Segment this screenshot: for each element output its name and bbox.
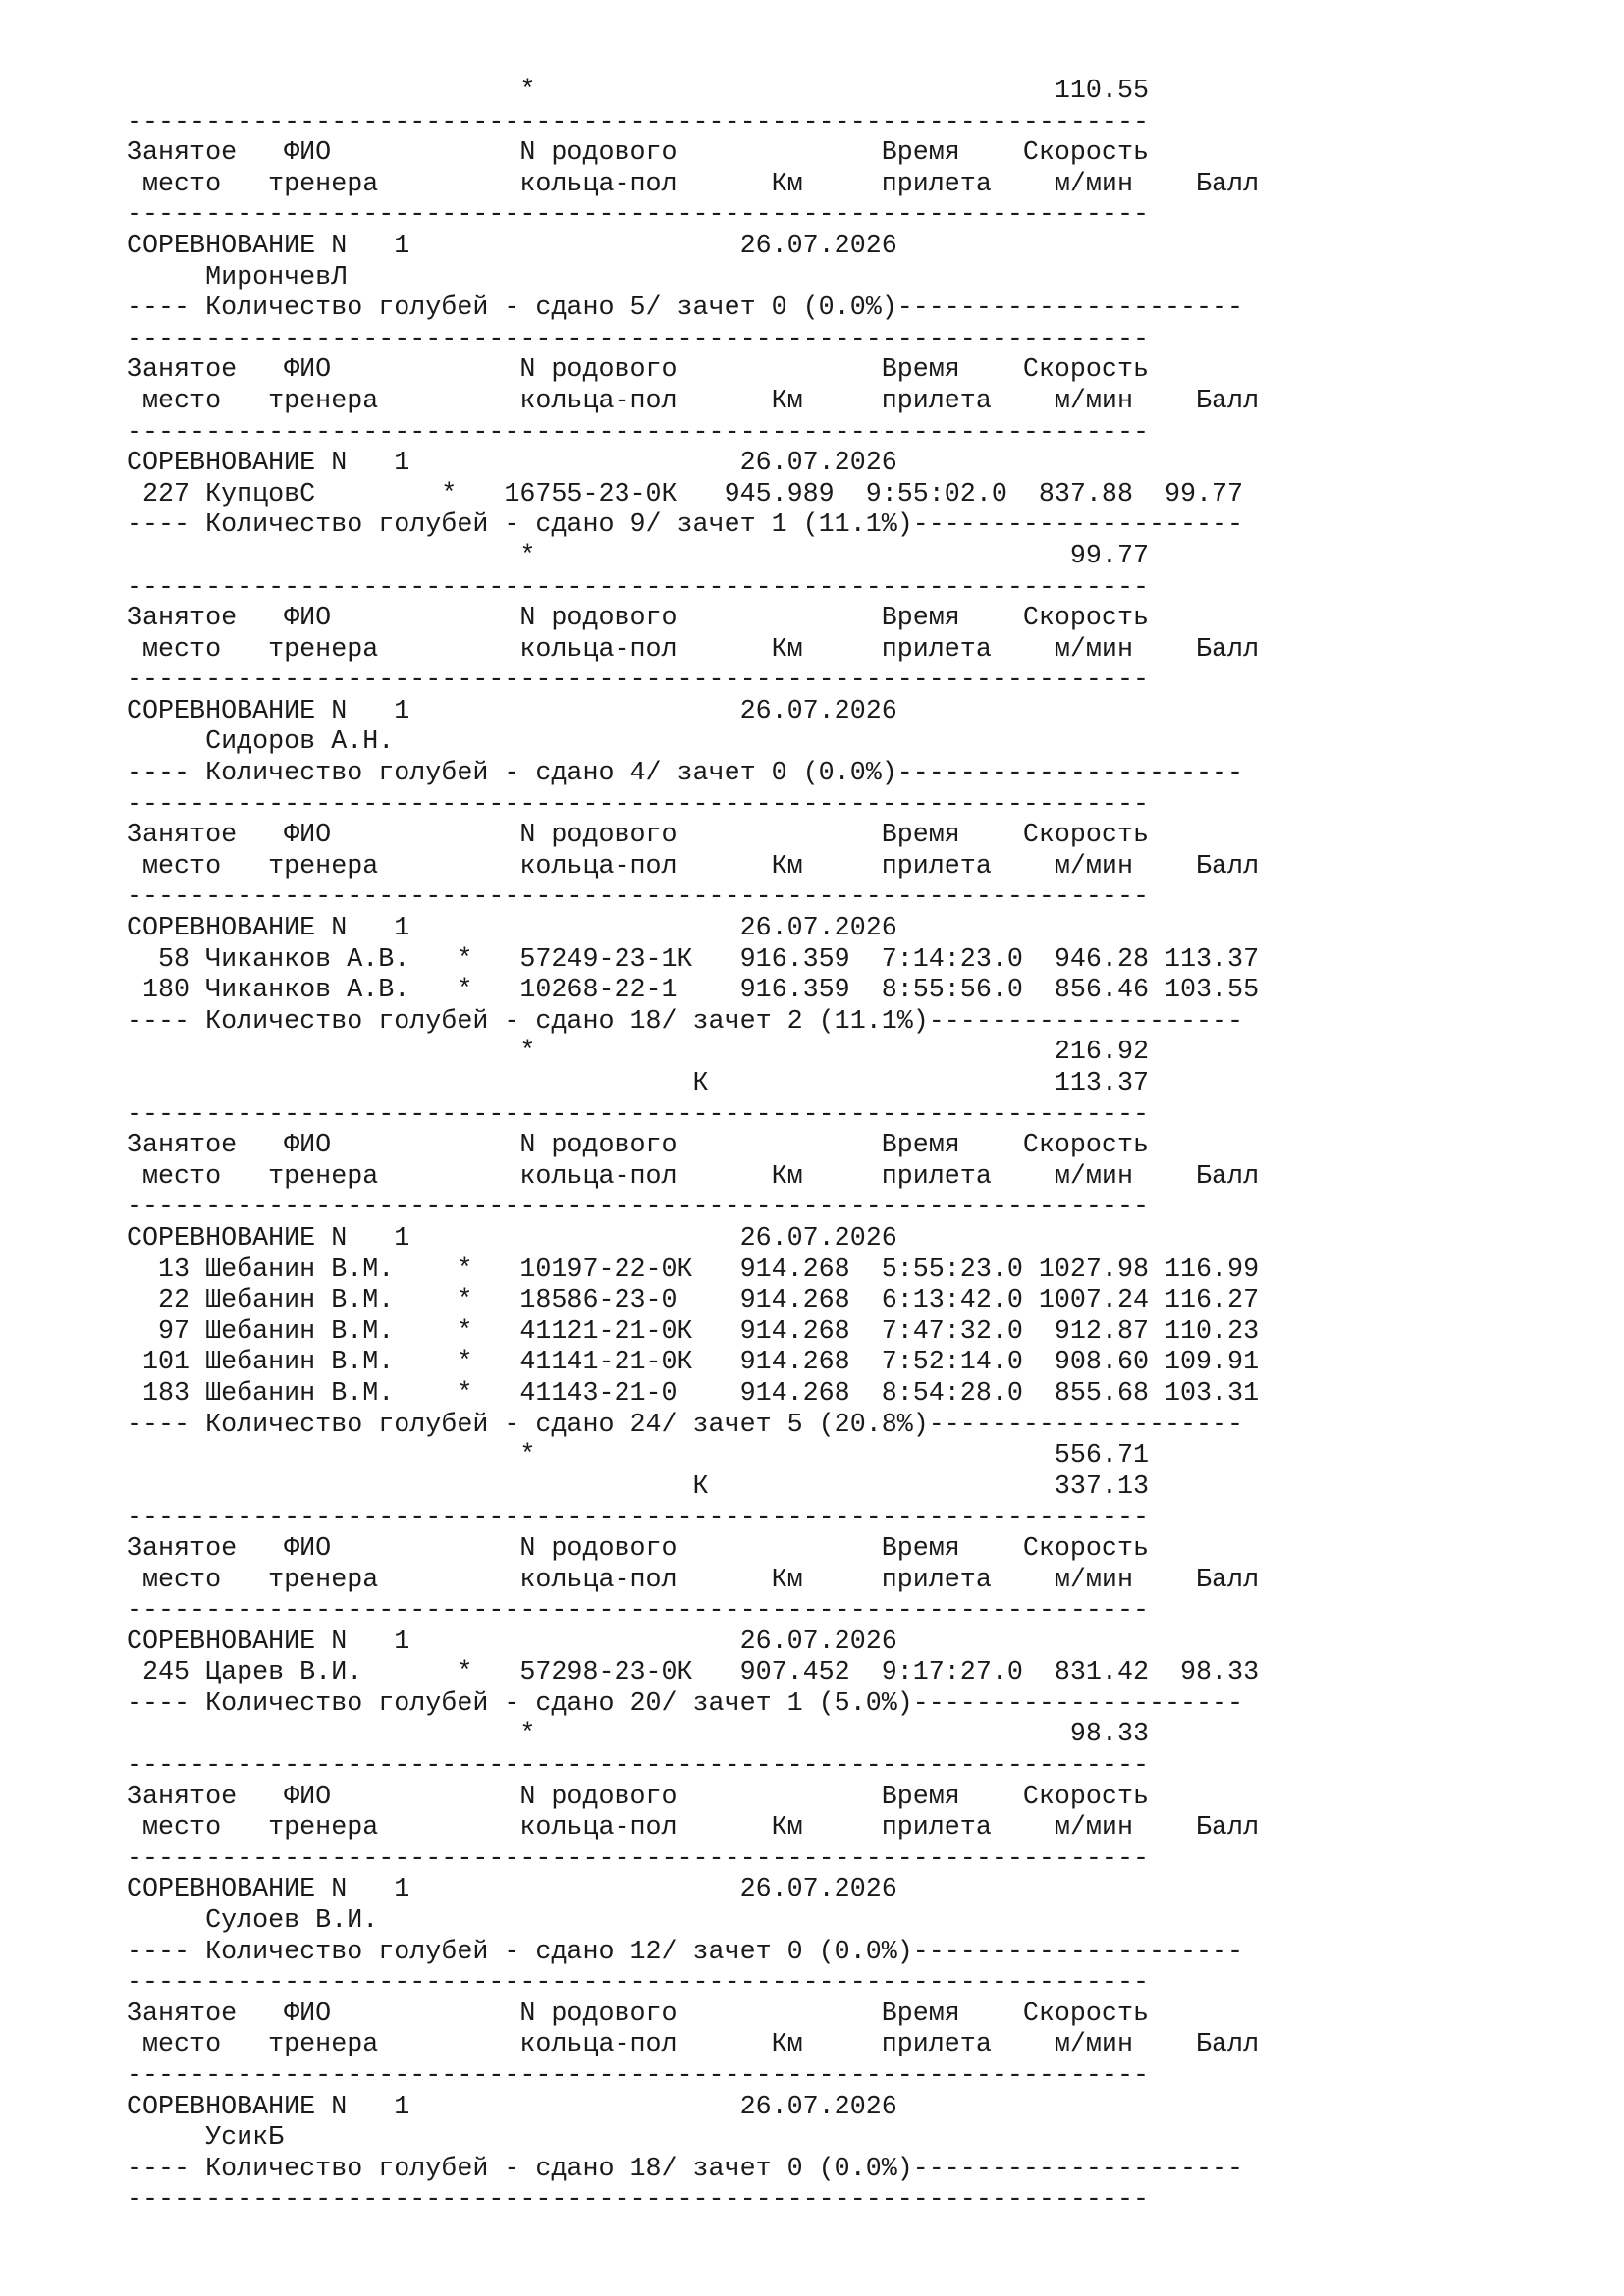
separator-line: ----------------------------------------------------------------- — [127, 324, 1149, 354]
result-row: 13 Шебанин В.М. * 10197-22-0К 914.268 5:55:23.0 1027.98 116.99 — [127, 1255, 1260, 1285]
column-header-bottom: место тренера кольца-пол Км прилета м/мин Балл — [127, 634, 1260, 665]
separator-line: ----------------------------------------------------------------- — [127, 200, 1149, 231]
column-header-top: Занятое ФИО N родового Время Скорость — [127, 1533, 1149, 1564]
result-row: 58 Чиканков А.В. * 57249-23-1К 916.359 7:14:23.0 946.28 113.37 — [127, 944, 1260, 975]
separator-line: ----------------------------------------------------------------- — [127, 789, 1149, 820]
column-header-bottom: место тренера кольца-пол Км прилета м/мин Балл — [127, 1161, 1260, 1192]
result-row: 180 Чиканков А.В. * 10268-22-1 916.359 8:55:56.0 856.46 103.55 — [127, 976, 1260, 1006]
competition-header: СОРЕВНОВАНИЕ N 1 26.07.2026 — [127, 1627, 897, 1657]
pigeon-count-summary: ---- Количество голубей - сдано 9/ зачет 1 (11.1%)--------------------- — [127, 510, 1244, 541]
separator-line: ----------------------------------------------------------------- — [127, 1968, 1149, 1999]
points-total: * 110.55 — [127, 77, 1149, 106]
pigeon-count-summary: ---- Количество голубей - сдано 18/ зачет 0 (0.0%)--------------------- — [127, 2154, 1244, 2184]
separator-line: ----------------------------------------------------------------- — [127, 1503, 1149, 1533]
points-total: * 99.77 — [127, 541, 1149, 571]
pigeon-count-summary: ---- Количество голубей - сдано 24/ зачет 5 (20.8%)-------------------- — [127, 1410, 1244, 1440]
result-row: 22 Шебанин В.М. * 18586-23-0 914.268 6:13:42.0 1007.24 116.27 — [127, 1286, 1260, 1316]
column-header-top: Занятое ФИО N родового Время Скорость — [127, 1131, 1149, 1161]
points-total: К 113.37 — [127, 1069, 1149, 1098]
separator-line: ----------------------------------------------------------------- — [127, 417, 1149, 448]
column-header-top: Занятое ФИО N родового Время Скорость — [127, 355, 1149, 386]
points-total: * 556.71 — [127, 1441, 1149, 1471]
separator-line: ----------------------------------------------------------------- — [127, 1751, 1149, 1782]
column-header-top: Занятое ФИО N родового Время Скорость — [127, 138, 1149, 169]
participant-name: Сулоев В.И. — [127, 1906, 379, 1937]
competition-header: СОРЕВНОВАНИЕ N 1 26.07.2026 — [127, 231, 897, 261]
report-printout — [127, 77, 1259, 2216]
separator-line: ----------------------------------------------------------------- — [127, 572, 1149, 603]
result-row: 97 Шебанин В.М. * 41121-21-0К 914.268 7:47:32.0 912.87 110.23 — [127, 1316, 1260, 1347]
separator-line: ----------------------------------------------------------------- — [127, 1099, 1149, 1130]
points-total: * 98.33 — [127, 1720, 1149, 1750]
column-header-bottom: место тренера кольца-пол Км прилета м/мин Балл — [127, 2030, 1260, 2060]
participant-name: МирончевЛ — [127, 262, 348, 293]
column-header-top: Занятое ФИО N родового Время Скорость — [127, 604, 1149, 634]
column-header-bottom: место тренера кольца-пол Км прилета м/мин Балл — [127, 386, 1260, 416]
separator-line: ----------------------------------------------------------------- — [127, 1843, 1149, 1874]
column-header-bottom: место тренера кольца-пол Км прилета м/мин Балл — [127, 169, 1260, 199]
pigeon-count-summary: ---- Количество голубей - сдано 20/ зачет 1 (5.0%)--------------------- — [127, 1688, 1244, 1719]
separator-line: ----------------------------------------------------------------- — [127, 2061, 1149, 2091]
column-header-top: Занятое ФИО N родового Время Скорость — [127, 1999, 1149, 2029]
pigeon-count-summary: ---- Количество голубей - сдано 12/ зачет 0 (0.0%)--------------------- — [127, 1937, 1244, 1967]
separator-line: ----------------------------------------------------------------- — [127, 882, 1149, 913]
competition-header: СОРЕВНОВАНИЕ N 1 26.07.2026 — [127, 696, 897, 726]
result-row: 245 Царев В.И. * 57298-23-0К 907.452 9:17:27.0 831.42 98.33 — [127, 1658, 1260, 1688]
separator-line: ----------------------------------------------------------------- — [127, 1596, 1149, 1627]
column-header-top: Занятое ФИО N родового Время Скорость — [127, 821, 1149, 851]
competition-header: СОРЕВНОВАНИЕ N 1 26.07.2026 — [127, 914, 897, 944]
competition-header: СОРЕВНОВАНИЕ N 1 26.07.2026 — [127, 2092, 897, 2122]
result-row: 101 Шебанин В.М. * 41141-21-0К 914.268 7:52:14.0 908.60 109.91 — [127, 1348, 1260, 1378]
column-header-bottom: место тренера кольца-пол Км прилета м/мин Балл — [127, 851, 1260, 881]
competition-header: СОРЕВНОВАНИЕ N 1 26.07.2026 — [127, 449, 897, 479]
separator-line: ----------------------------------------------------------------- — [127, 107, 1149, 137]
points-total: * 216.92 — [127, 1038, 1149, 1068]
separator-line: ----------------------------------------------------------------- — [127, 2185, 1149, 2216]
column-header-bottom: место тренера кольца-пол Км прилета м/мин Балл — [127, 1565, 1260, 1595]
result-row: 183 Шебанин В.М. * 41143-21-0 914.268 8:54:28.0 855.68 103.31 — [127, 1378, 1260, 1409]
participant-name: Сидоров А.Н. — [127, 727, 395, 758]
column-header-top: Занятое ФИО N родового Время Скорость — [127, 1782, 1149, 1812]
result-row: 227 КупцовС * 16755-23-0К 945.989 9:55:02.0 837.88 99.77 — [127, 479, 1244, 509]
points-total: К 337.13 — [127, 1471, 1149, 1502]
competition-header: СОРЕВНОВАНИЕ N 1 26.07.2026 — [127, 1875, 897, 1905]
separator-line: ----------------------------------------------------------------- — [127, 666, 1149, 696]
pigeon-count-summary: ---- Количество голубей - сдано 18/ зачет 2 (11.1%)-------------------- — [127, 1006, 1244, 1037]
column-header-bottom: место тренера кольца-пол Км прилета м/мин Балл — [127, 1813, 1260, 1843]
competition-header: СОРЕВНОВАНИЕ N 1 26.07.2026 — [127, 1223, 897, 1254]
separator-line: ----------------------------------------------------------------- — [127, 1193, 1149, 1223]
pigeon-count-summary: ---- Количество голубей - сдано 4/ зачет 0 (0.0%)---------------------- — [127, 759, 1244, 789]
participant-name: УсикБ — [127, 2123, 285, 2154]
pigeon-count-summary: ---- Количество голубей - сдано 5/ зачет 0 (0.0%)---------------------- — [127, 294, 1244, 324]
